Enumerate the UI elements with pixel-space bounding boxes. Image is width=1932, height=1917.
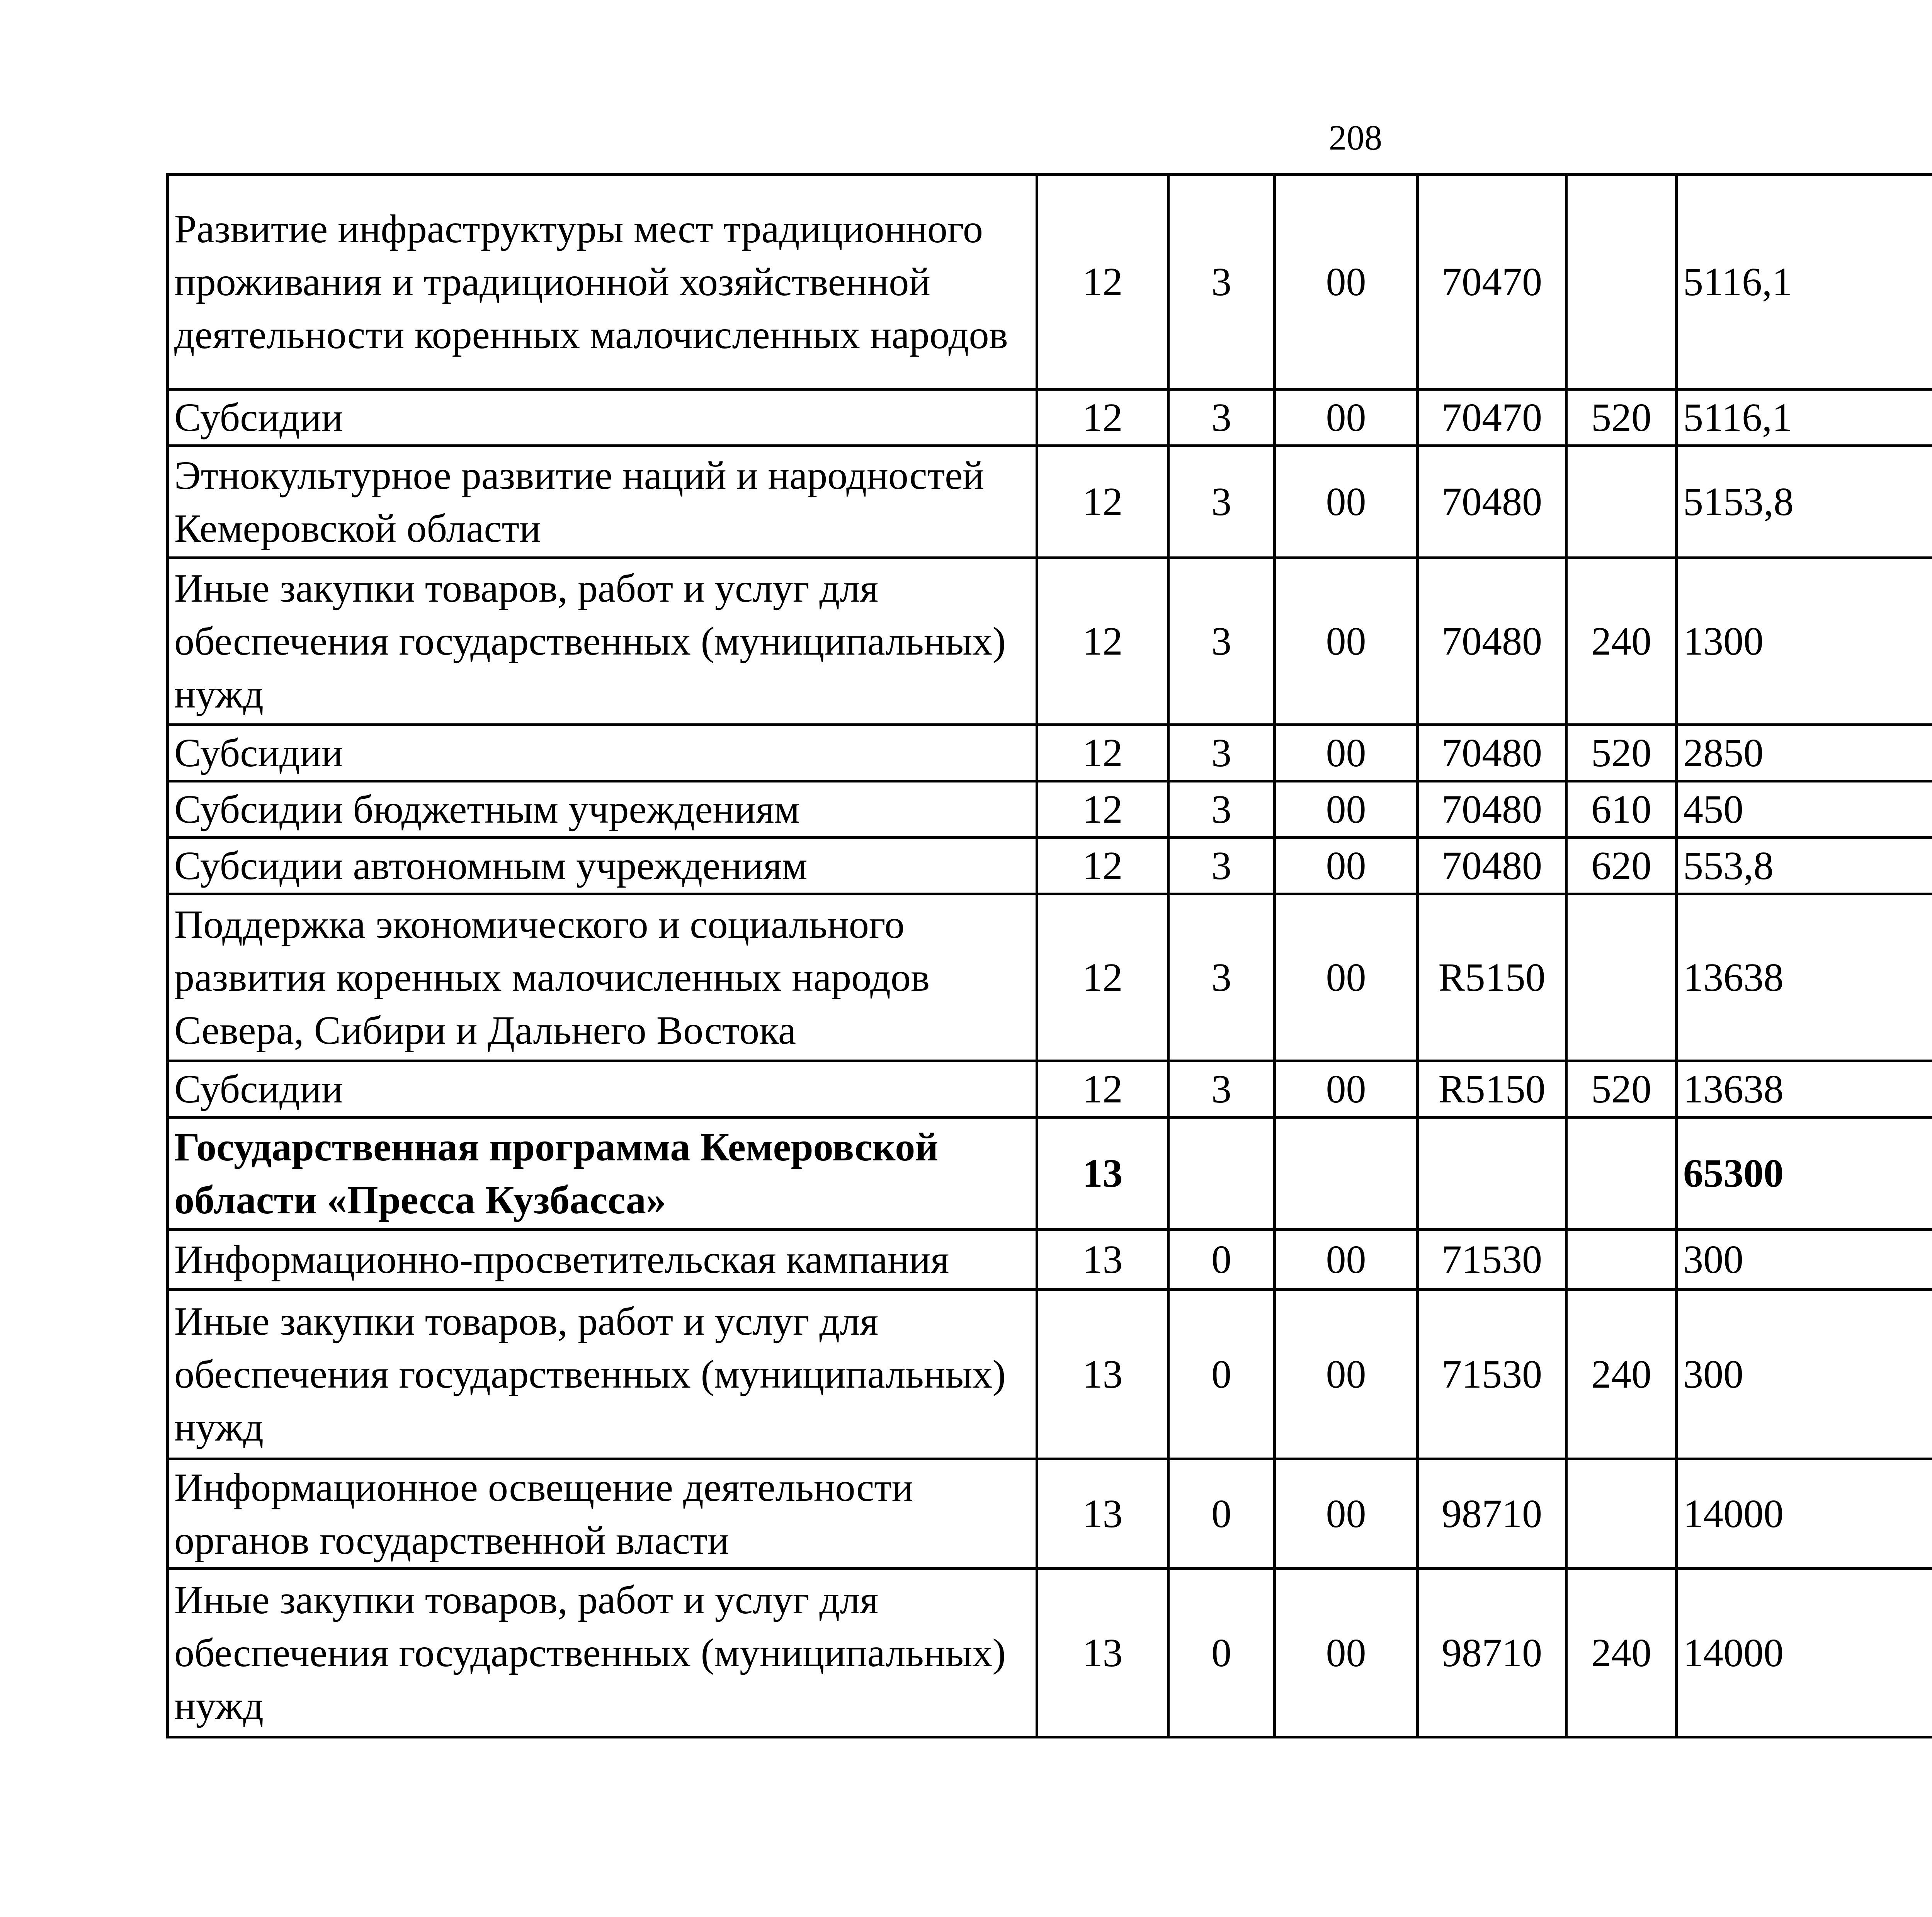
table-row	[168, 558, 1932, 725]
code-target: 70480	[1418, 838, 1566, 894]
code-expense-type: 240	[1566, 1569, 1677, 1737]
code-section: 13	[1037, 1290, 1168, 1459]
item-name: Субсидии	[168, 390, 1037, 446]
code-subprogram: 3	[1168, 558, 1275, 725]
code-subprogram: 0	[1168, 1290, 1275, 1459]
code-target: 70480	[1418, 558, 1566, 725]
amount-1: 5153,8	[1677, 446, 1932, 558]
code-direction: 00	[1275, 446, 1418, 558]
amount-1: 2850	[1677, 725, 1932, 781]
item-name: Субсидии	[168, 1061, 1037, 1118]
amount-1: 13638	[1677, 894, 1932, 1061]
table-row	[168, 725, 1932, 781]
code-target: R5150	[1418, 1061, 1566, 1118]
code-expense-type: 520	[1566, 390, 1677, 446]
table-row	[168, 1290, 1932, 1459]
code-subprogram: 3	[1168, 175, 1275, 390]
code-expense-type: 620	[1566, 838, 1677, 894]
code-direction: 00	[1275, 175, 1418, 390]
code-direction: 00	[1275, 1230, 1418, 1290]
code-expense-type	[1566, 175, 1677, 390]
code-direction: 00	[1275, 1569, 1418, 1737]
code-section: 12	[1037, 838, 1168, 894]
code-direction: 00	[1275, 894, 1418, 1061]
table-row	[168, 1118, 1932, 1230]
code-section: 12	[1037, 446, 1168, 558]
code-direction: 00	[1275, 725, 1418, 781]
code-subprogram: 0	[1168, 1569, 1275, 1737]
code-section: 12	[1037, 781, 1168, 838]
amount-1: 450	[1677, 781, 1932, 838]
table-row	[168, 894, 1932, 1061]
table-row	[168, 446, 1932, 558]
item-name: Иные закупки товаров, работ и услуг для обеспечения государственных (муниципальных) нужд	[168, 1569, 1037, 1737]
table-row	[168, 1061, 1932, 1118]
item-name: Развитие инфраструктуры мест традиционного проживания и традиционной хозяйственной деятельности коренных малочисленных народов	[168, 175, 1037, 390]
code-section: 12	[1037, 725, 1168, 781]
code-subprogram: 3	[1168, 1061, 1275, 1118]
code-subprogram: 3	[1168, 725, 1275, 781]
code-subprogram: 3	[1168, 838, 1275, 894]
amount-1: 14000	[1677, 1459, 1932, 1569]
code-section: 12	[1037, 175, 1168, 390]
code-subprogram: 3	[1168, 894, 1275, 1061]
code-target: 98710	[1418, 1459, 1566, 1569]
code-expense-type: 610	[1566, 781, 1677, 838]
code-direction: 00	[1275, 1061, 1418, 1118]
amount-1: 5116,1	[1677, 175, 1932, 390]
code-expense-type: 240	[1566, 1290, 1677, 1459]
code-subprogram	[1168, 1118, 1275, 1230]
table-row	[168, 390, 1932, 446]
table-row	[168, 781, 1932, 838]
amount-1: 5116,1	[1677, 390, 1932, 446]
code-section: 13	[1037, 1230, 1168, 1290]
code-subprogram: 3	[1168, 781, 1275, 838]
code-expense-type	[1566, 446, 1677, 558]
code-direction	[1275, 1118, 1418, 1230]
amount-1: 1300	[1677, 558, 1932, 725]
code-direction: 00	[1275, 390, 1418, 446]
code-target: 70480	[1418, 725, 1566, 781]
code-direction: 00	[1275, 838, 1418, 894]
code-section: 12	[1037, 390, 1168, 446]
code-target: R5150	[1418, 894, 1566, 1061]
code-subprogram: 3	[1168, 446, 1275, 558]
code-section: 13	[1037, 1118, 1168, 1230]
code-target: 70480	[1418, 781, 1566, 838]
item-name: Иные закупки товаров, работ и услуг для обеспечения государственных (муниципальных) нужд	[168, 558, 1037, 725]
code-expense-type	[1566, 1118, 1677, 1230]
budget-table	[166, 173, 1932, 1738]
code-subprogram: 0	[1168, 1230, 1275, 1290]
table-row	[168, 838, 1932, 894]
item-name: Поддержка экономического и социального развития коренных малочисленных народов Севера, Сибири и Дальнего Востока	[168, 894, 1037, 1061]
amount-1: 300	[1677, 1290, 1932, 1459]
code-target: 70470	[1418, 390, 1566, 446]
code-direction: 00	[1275, 781, 1418, 838]
code-target: 98710	[1418, 1569, 1566, 1737]
code-subprogram: 0	[1168, 1459, 1275, 1569]
code-direction: 00	[1275, 1290, 1418, 1459]
code-target: 71530	[1418, 1290, 1566, 1459]
code-section: 12	[1037, 1061, 1168, 1118]
code-target	[1418, 1118, 1566, 1230]
code-section: 12	[1037, 558, 1168, 725]
code-expense-type: 240	[1566, 558, 1677, 725]
amount-1: 13638	[1677, 1061, 1932, 1118]
table-row	[168, 1569, 1932, 1737]
code-direction: 00	[1275, 1459, 1418, 1569]
item-name: Государственная программа Кемеровской области «Пресса Кузбасса»	[168, 1118, 1037, 1230]
table-row	[168, 175, 1932, 390]
code-section: 13	[1037, 1569, 1168, 1737]
code-target: 70480	[1418, 446, 1566, 558]
table-row	[168, 1230, 1932, 1290]
code-expense-type: 520	[1566, 1061, 1677, 1118]
code-target: 70470	[1418, 175, 1566, 390]
amount-1: 300	[1677, 1230, 1932, 1290]
item-name: Этнокультурное развитие наций и народностей Кемеровской области	[168, 446, 1037, 558]
code-direction: 00	[1275, 558, 1418, 725]
item-name: Субсидии	[168, 725, 1037, 781]
item-name: Информационно-просветительская кампания	[168, 1230, 1037, 1290]
page-number: 208	[1329, 118, 1382, 157]
item-name: Иные закупки товаров, работ и услуг для обеспечения государственных (муниципальных) нужд	[168, 1290, 1037, 1459]
code-expense-type	[1566, 1230, 1677, 1290]
code-expense-type	[1566, 1459, 1677, 1569]
code-target: 71530	[1418, 1230, 1566, 1290]
item-name: Субсидии бюджетным учреждениям	[168, 781, 1037, 838]
code-subprogram: 3	[1168, 390, 1275, 446]
item-name: Субсидии автономным учреждениям	[168, 838, 1037, 894]
amount-1: 553,8	[1677, 838, 1932, 894]
code-expense-type: 520	[1566, 725, 1677, 781]
table-row	[168, 1459, 1932, 1569]
code-expense-type	[1566, 894, 1677, 1061]
amount-1: 14000	[1677, 1569, 1932, 1737]
code-section: 13	[1037, 1459, 1168, 1569]
amount-1: 65300	[1677, 1118, 1932, 1230]
code-section: 12	[1037, 894, 1168, 1061]
item-name: Информационное освещение деятельности органов государственной власти	[168, 1459, 1037, 1569]
